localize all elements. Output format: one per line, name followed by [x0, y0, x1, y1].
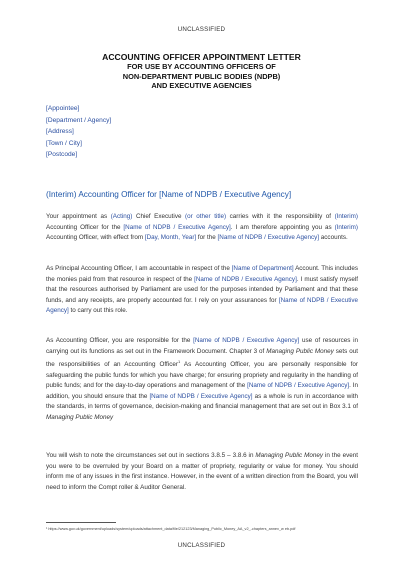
- footnote-ref: 1: [177, 359, 181, 364]
- heading-name: [Name of NDPB / Executive Agency]: [159, 190, 292, 199]
- address-department: [Department / Agency]: [46, 116, 112, 124]
- paragraph-3: As Accounting Officer, you are responsible for the [Name of NDPB / Executive Agency] use of resources in carrying out its functions as set out in the Framework Document. Chapter 3 of Managing Public Money sets out the responsibilities of an Accounting Officer$^1$ As Accounting Officer, you are personally responsible for safeguarding the public funds for which you have charge; for ensuring propriety and regularity in the handling of public funds; and for the day-to-day operations and management of the [Name of NDPB / Executive Agency]. In addition, you should ensure that the [Name of NDPB / Executive Agency] as a whole is run in accordance with the standards, in terms of governance, decision-making and financial management that are set out in Box 3.1 of Managing Public Money: [46, 337, 358, 421]
- title-block: [0, 52, 403, 91]
- placeholder-ndpb-name: [Name of NDPB / Executive Agency]: [123, 223, 231, 231]
- placeholder-ndpb-name: [Name of NDPB / Executive Agency]: [247, 382, 350, 390]
- title-line-3: NON-DEPARTMENT PUBLIC BODIES (NDPB): [122, 71, 281, 81]
- paragraph-2: As Principal Accounting Officer, I am accountable in respect of the [Name of Department] Account. This includes the monies paid from that resource in respect of the [Name of NDPB / Executive Agency]. I must satisfy myself that the resources authorised by Parliament are used for the purposes intended by Parliament and that these funds, and any receipts, are properly accounted for. I rely on your assurances for [Name of NDPB / Executive Agency] to carry out this role.: [46, 265, 359, 314]
- address-street: [Address]: [46, 128, 74, 136]
- publication-title: Managing Public Money: [255, 452, 324, 459]
- title-line-2: FOR USE BY ACCOUNTING OFFICERS OF: [127, 62, 276, 71]
- publication-title: Managing Public Money: [46, 413, 114, 421]
- footnote: ¹ https://www.gov.uk/government/uploads/system/uploads/attachment_data/file/212123/Managing_Public_Money_AA_v2_-chapters_annex_w eb.pdf: [46, 527, 296, 531]
- heading-interim: (Interim): [46, 190, 77, 199]
- placeholder-department: [Name of Department]: [231, 265, 294, 272]
- title-line-1: ACCOUNTING OFFICER APPOINTMENT LETTER: [102, 52, 301, 62]
- address-postcode: [Postcode]: [46, 151, 78, 159]
- paragraph-1: Your appointment as (Acting) Chief Executive (or other title) carries with it the responsibility of (Interim) Accounting Officer for the [Name of NDPB / Executive Agency]. I am therefore appointing you as (Interim) Accounting Officer, with effect from [Day, Month, Year] for the [Name of NDPB / Executive Agency] accounts.: [46, 213, 359, 241]
- placeholder-ndpb-name: [Name of NDPB / Executive Agency]: [194, 275, 297, 283]
- paragraph-4: You will wish to note the circumstances set out in sections 3.8.5 – 3.8.6 in Managing Public Money in the event you were to be overruled by your Board on a matter of propriety, regularity or value for money. You should inform me of any issues in the first instance. However, in the event of a written direction from the Board, you will need to inform the Compt roller & Auditor General.: [46, 452, 358, 491]
- placeholder-ndpb-name: [Name of NDPB / Executive Agency]: [46, 296, 359, 314]
- placeholder-ndpb-name: [Name of NDPB / Executive Agency]: [193, 337, 300, 344]
- title-line-4: AND EXECUTIVE AGENCIES: [151, 81, 252, 91]
- heading-text: Accounting Officer for: [78, 190, 157, 199]
- classification-top: UNCLASSIFIED: [177, 26, 226, 33]
- placeholder-interim: (Interim): [334, 223, 359, 231]
- classification-bottom: UNCLASSIFIED: [177, 542, 226, 549]
- placeholder-interim: (Interim): [334, 213, 359, 220]
- address-appointee: [Appointee]: [46, 105, 80, 112]
- placeholder-acting: (Acting): [110, 213, 133, 220]
- address-town: [Town / City]: [46, 139, 82, 147]
- placeholder-date: [Day, Month, Year]: [144, 234, 197, 241]
- publication-title: Managing Public Money: [266, 347, 334, 355]
- address-block: [46, 103, 111, 161]
- placeholder-ndpb-name: [Name of NDPB / Executive Agency]: [217, 234, 320, 241]
- footnote-divider: [46, 522, 116, 523]
- letter-heading: [46, 190, 291, 199]
- placeholder-ndpb-name: [Name of NDPB / Executive Agency]: [149, 392, 253, 400]
- placeholder-other-title: (or other title): [185, 213, 227, 220]
